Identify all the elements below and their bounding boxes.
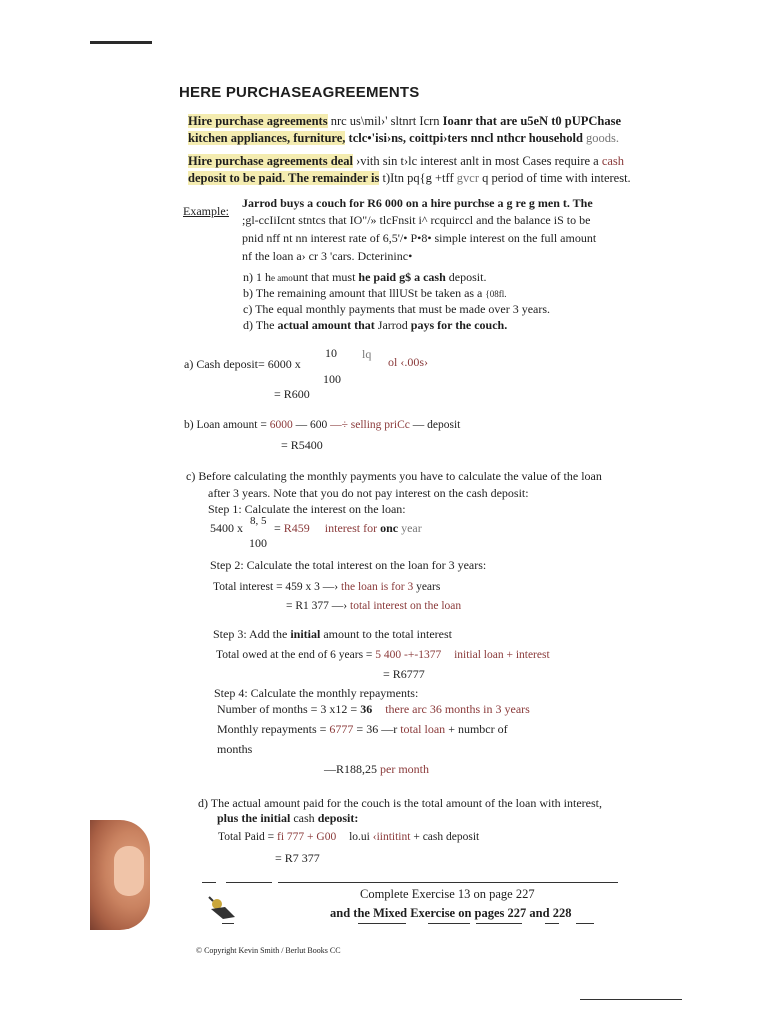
example-line-1: Jarrod buys a couch for R6 000 on a hire purchse a g re g men t. The (242, 196, 593, 210)
step-4-text: 6777 (329, 722, 354, 736)
footer-rule (226, 882, 272, 883)
part-b-text: — 600 (295, 419, 328, 431)
example-label: Example: (183, 204, 229, 218)
part-d-text: cash (293, 811, 315, 825)
part-a-denominator: 100 (323, 372, 341, 386)
step-3-line-2: = R6777 (383, 667, 425, 681)
item-text: {08fl. (485, 289, 507, 299)
step-1-numerator: 8, 5 (250, 515, 267, 527)
step-4-line-2 (217, 722, 508, 737)
step-2-text: the loan is for (341, 581, 405, 593)
item-text: b) The remaining amount that lllUSt be taken as a (243, 286, 483, 300)
part-a-result: = R600 (274, 387, 310, 401)
item-text: e amo (271, 273, 293, 283)
example-line-4: nf the loan a› cr 3 'cars. Dcterininc• (242, 249, 413, 263)
step-3-text: Total owed at the end of 6 years = (216, 649, 373, 661)
item-text: deposit. (448, 270, 487, 284)
intro-text: q period of time with interest. (482, 171, 631, 185)
part-d-result: = R7 377 (275, 851, 320, 865)
intro-text: t)Itn pq{g +tff (382, 171, 454, 185)
part-b-text: b) Loan amount = (184, 419, 267, 431)
thumbnail-nail (114, 846, 144, 896)
part-d-text: ‹iintitint (372, 831, 411, 843)
intro-text: nrc us\mil›' sltnrt Icrn (330, 114, 440, 128)
bottom-rule (580, 999, 682, 1000)
copyright-text: © Copyright Kevin Smith / Berlut Books CC (196, 946, 341, 955)
step-3-line-1 (216, 649, 550, 661)
footer-exercise-1: Complete Exercise 13 on page 227 (360, 887, 535, 901)
intro-highlight: kitchen appliances, furniture, (188, 131, 346, 145)
footer-rule (545, 923, 559, 924)
part-d-line-1: d) The actual amount paid for the couch is the total amount of the loan with interest, (198, 796, 602, 810)
step-2-line-1 (213, 581, 440, 593)
footer-exercise-2: and the Mixed Exercise on pages 227 and 228 (330, 906, 572, 920)
step-3-text: amount to the total interest (323, 627, 452, 641)
step-3-text: Step 3: Add the (213, 627, 288, 641)
intro-highlight: deposit to be paid. The remainder is (188, 171, 380, 185)
step-3-text: initial loan + interest (454, 649, 550, 661)
item-text: c) The equal monthly payments that must be (243, 302, 457, 316)
part-b-result: = R5400 (281, 438, 323, 452)
step-4-line-3: months (217, 742, 253, 756)
step-3-heading (213, 627, 452, 642)
example-line-3: pnid nff nt nn interest rate of 6,5'/• P•8• simple interest on the full amount (242, 231, 597, 245)
footer-rule (576, 923, 594, 924)
step-1-calc: 5400 x (210, 521, 243, 535)
intro-highlight: Hire purchase agreements (188, 114, 328, 128)
intro-text: gvcr (456, 171, 479, 185)
intro-line-3 (188, 154, 624, 169)
footer-rule (358, 923, 406, 924)
step-1-text: interest for (324, 521, 378, 535)
step-4-text: per month (380, 762, 430, 776)
step-2-text: = R1 377 —› (286, 600, 348, 612)
step-1-text: onc (380, 521, 399, 535)
intro-highlight: Hire purchase agreements deal (188, 154, 353, 168)
item-text: unt that must (292, 270, 356, 284)
item-text: d) The (243, 318, 275, 332)
part-c-text: c) Before calculating the monthly payments you have (186, 469, 443, 483)
item-text: n) 1 h (243, 270, 271, 284)
item-text: Jarrod (377, 318, 408, 332)
step-2-heading: Step 2: Calculate the total interest on the loan for 3 years: (210, 558, 487, 572)
step-1-text: year (401, 521, 422, 535)
clipart-icon (205, 895, 239, 921)
part-d-text: lo.ui (349, 831, 370, 843)
part-c-line-2 (208, 486, 529, 501)
part-a-note: ol ‹.00s› (388, 355, 428, 369)
intro-text: tclc•'isi›ns, coittpi›ters nncl nthcr household (348, 131, 583, 145)
part-d-line-2 (217, 811, 358, 826)
step-2-text: Total interest = 459 x 3 —› (213, 581, 339, 593)
step-4-line-1 (217, 702, 530, 717)
example-line-2: ;gl-ccIiIcnt stntcs that IO"/» tlcFnsit i^ rcquirccl and the balance iS to be (242, 213, 591, 227)
part-d-text: fi 777 + G00 (277, 831, 337, 843)
intro-line-4 (188, 171, 631, 186)
intro-line-2 (188, 131, 619, 146)
intro-text: cash (601, 154, 625, 168)
step-2-line-2 (286, 600, 461, 612)
part-b-line (184, 419, 460, 431)
step-4-text: 36 (360, 702, 373, 716)
scanner-thumb-image (90, 820, 150, 930)
item-text: he paid g$ a cash (358, 270, 446, 284)
part-a-label: a) Cash deposit= 6000 x (184, 357, 301, 371)
step-1-text: = (274, 521, 281, 535)
example-item-d (243, 318, 507, 333)
step-1-text: R459 (283, 521, 310, 535)
step-4-text: = 36 —r (356, 722, 398, 736)
step-4-heading: Step 4: Calculate the monthly repayments: (214, 686, 419, 700)
step-4-text: Monthly repayments = (217, 722, 327, 736)
step-4-text: total loan (400, 722, 446, 736)
part-c-text: to calculate the value of the loan (445, 469, 602, 483)
example-item-b (243, 286, 506, 301)
part-d-text: + cash deposit (413, 831, 480, 843)
example-item-a (243, 270, 486, 285)
part-c-text: the cash deposit: (448, 486, 529, 500)
part-b-text: — deposit (412, 419, 461, 431)
page-title: HERE PURCHASEAGREEMENTS (179, 84, 420, 101)
scan-mark (90, 41, 152, 44)
item-text: actual amount that (277, 318, 375, 332)
part-d-text: Total Paid = (218, 831, 275, 843)
part-a-note: lq (362, 347, 372, 361)
part-b-text: —÷ selling priCc (330, 419, 410, 431)
item-text: pays for the (410, 318, 472, 332)
footer-rule (278, 882, 618, 883)
footer-rule (202, 882, 216, 883)
step-1-result (274, 521, 422, 536)
intro-text: ›vith sin t›lc interest anlt in most Cases require a (356, 154, 599, 168)
step-4-line-4 (324, 762, 429, 777)
part-d-text: deposit: (317, 811, 359, 825)
step-1-heading: Step 1: Calculate the interest on the loan: (208, 502, 406, 516)
step-2-text: total interest on the loan (350, 600, 462, 612)
step-4-text: —R188,25 (324, 762, 378, 776)
footer-rule (222, 923, 234, 924)
intro-line-1 (188, 114, 621, 129)
step-4-text: Number of months = 3 x12 = (217, 702, 358, 716)
intro-text: Ioanr that are u5eN t0 pUPChase (442, 114, 622, 128)
part-b-text: 6000 (269, 419, 293, 431)
part-a-numerator: 10 (325, 346, 337, 360)
step-1-denominator: 100 (249, 536, 267, 550)
item-text: made over 3 years. (459, 302, 551, 316)
step-3-text: initial (290, 627, 321, 641)
step-2-text: years (416, 581, 441, 593)
intro-text: goods. (586, 131, 620, 145)
part-d-text: plus the initial (217, 811, 291, 825)
part-c-line-1 (186, 469, 602, 484)
step-3-text: 5 400 -+-1377 (375, 649, 442, 661)
step-4-text: + numbcr of (448, 722, 508, 736)
footer-rule (476, 923, 522, 924)
item-text: couch. (474, 318, 508, 332)
footer-rule (428, 923, 470, 924)
example-item-c (243, 302, 550, 317)
part-c-text: after 3 years. Note that you do not pay interest on (208, 486, 446, 500)
step-4-text: there arc 36 months in 3 years (385, 702, 530, 716)
step-2-text: 3 (407, 581, 414, 593)
part-d-line-3 (218, 831, 479, 843)
